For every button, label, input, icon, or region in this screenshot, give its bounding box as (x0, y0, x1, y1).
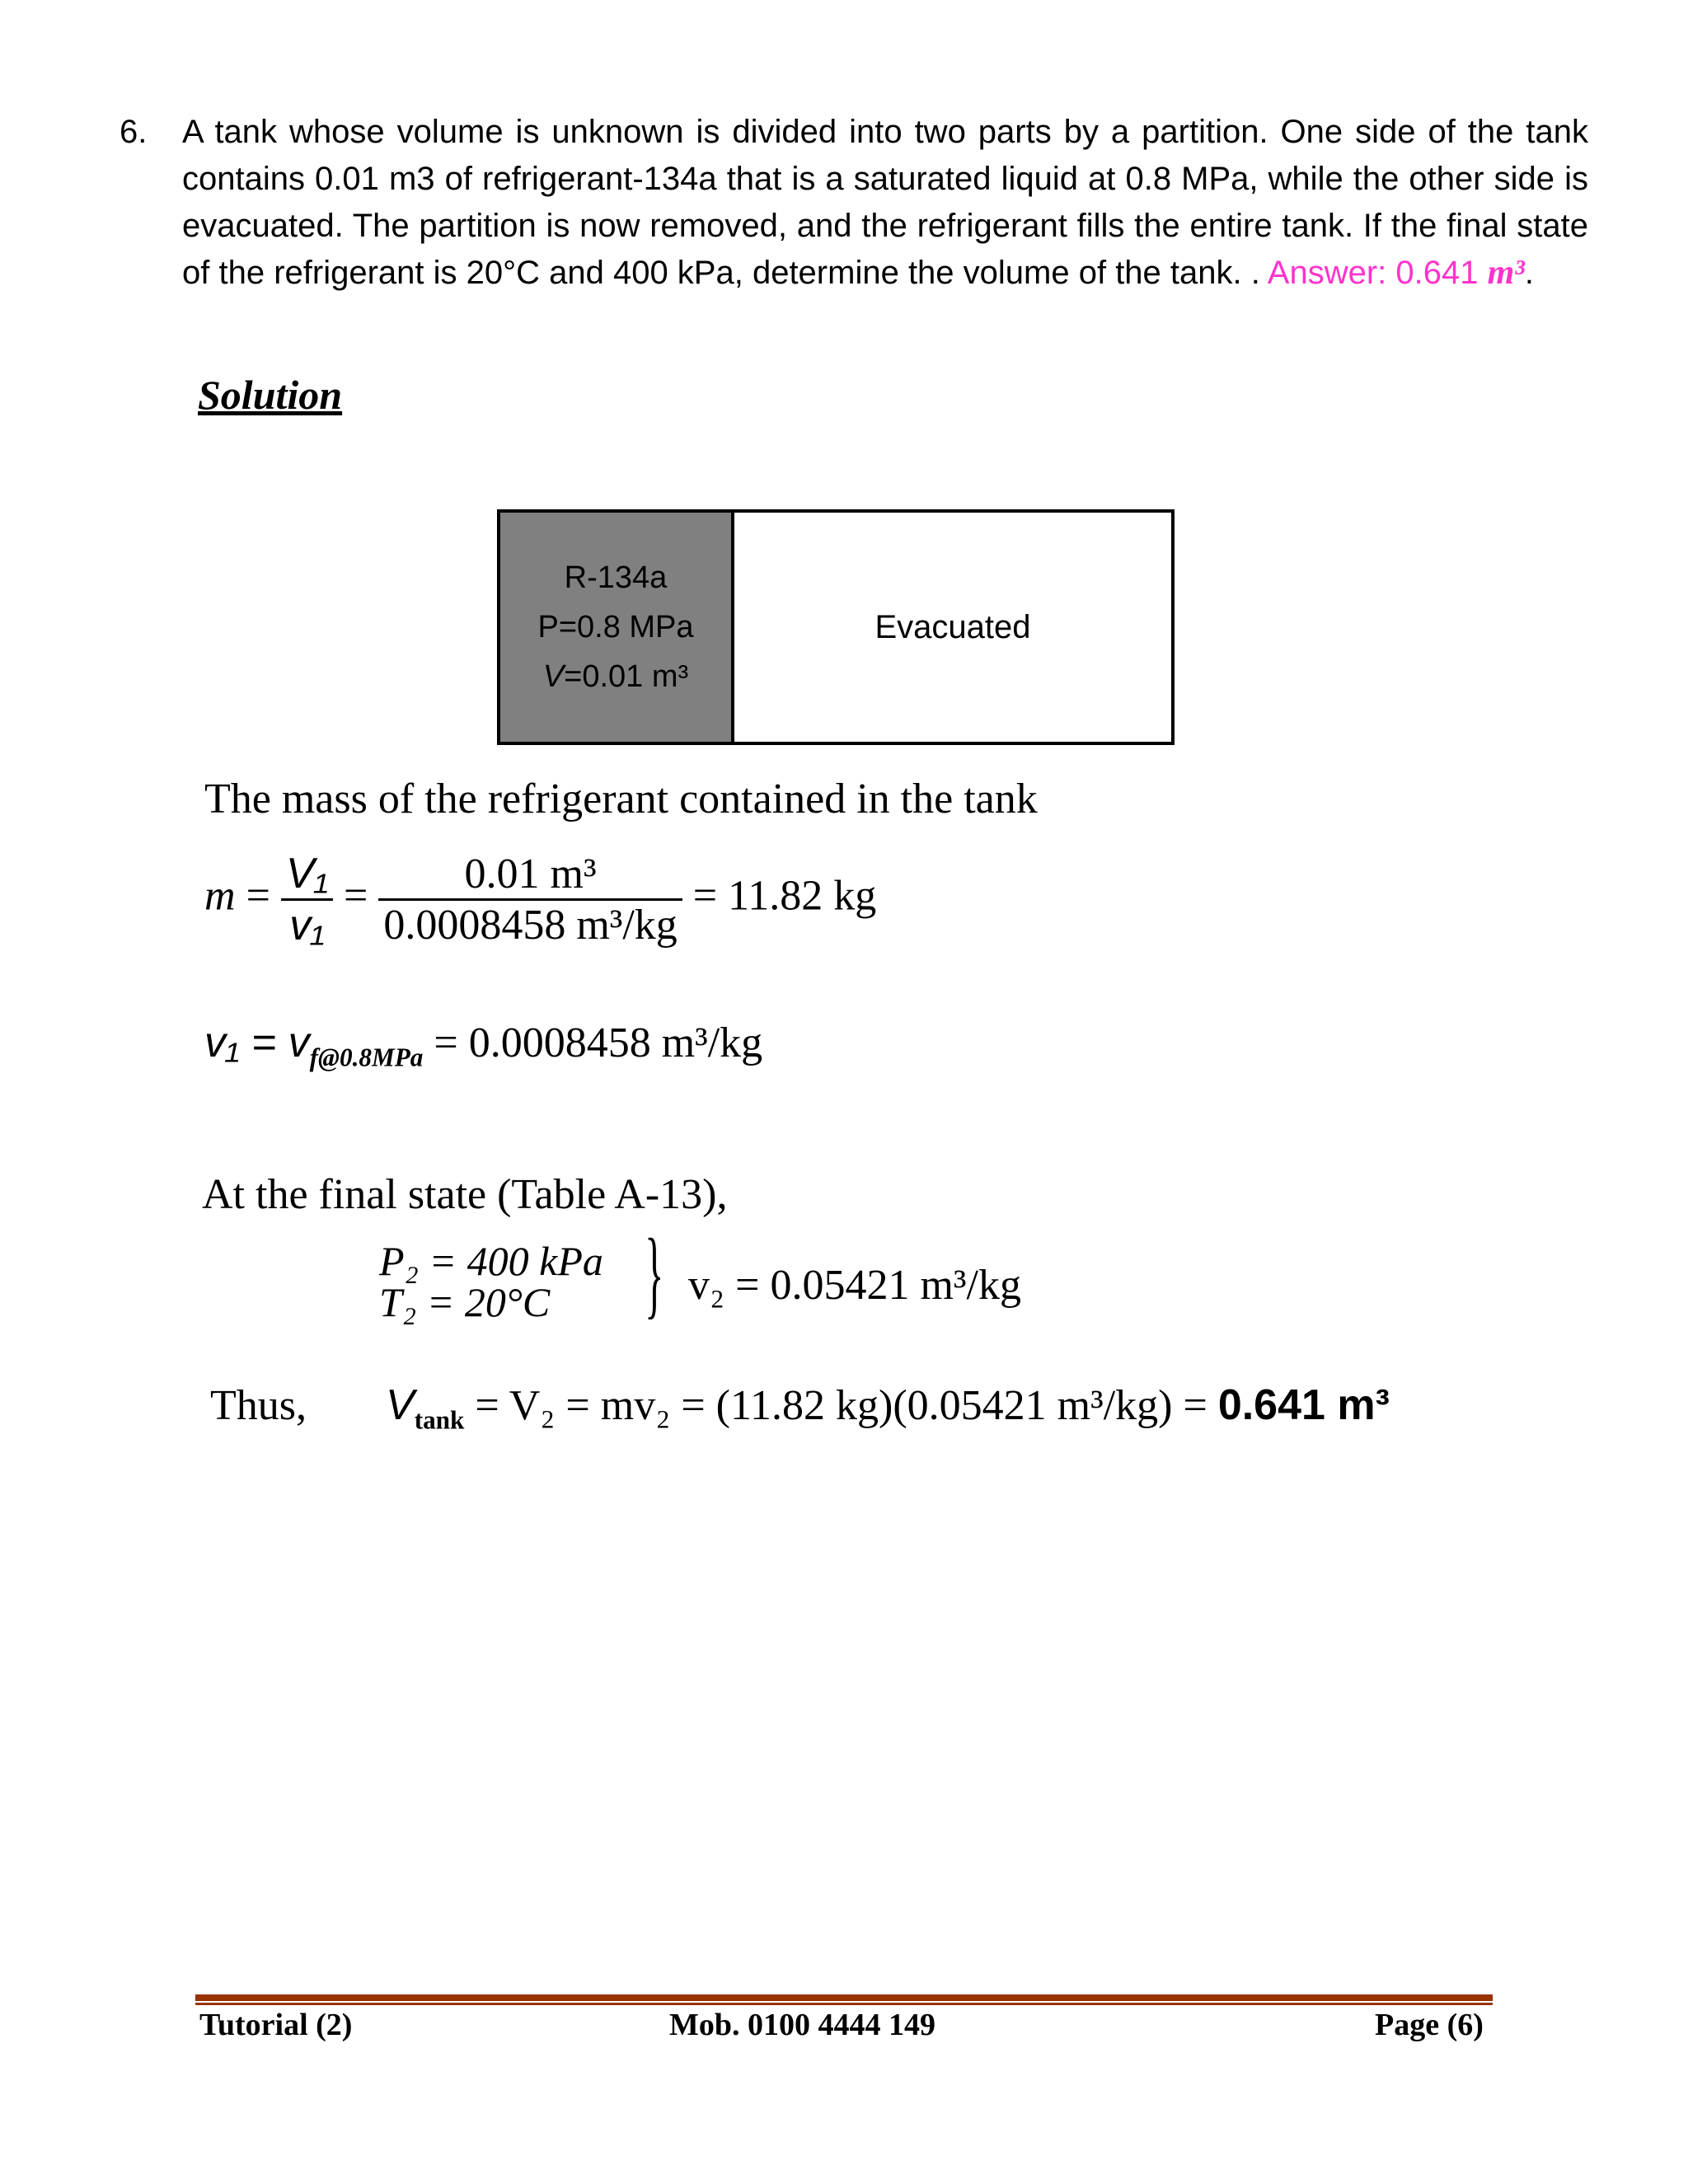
volume-label (543, 652, 688, 701)
final-state-conditions (379, 1240, 603, 1323)
problem-number: 6. (120, 114, 148, 150)
thus-label: Thus, (210, 1382, 307, 1429)
solution-heading: Solution (198, 372, 343, 418)
mass-intro: The mass of the refrigerant contained in the tank (204, 776, 1038, 823)
brace-glyph: } (645, 1218, 664, 1328)
refrigerant-compartment (500, 513, 734, 742)
evacuated-label: Evacuated (874, 608, 1031, 645)
volume-value: =0.01 m³ (564, 659, 689, 694)
thus-expression: = V₂ = mv₂ = (11.82 kg)(0.05421 m³/kg) = (475, 1382, 1207, 1429)
v1-equation (204, 1018, 762, 1072)
answer-unit: m³ (1487, 254, 1525, 292)
thus-equation (210, 1380, 1390, 1435)
fraction-numerator-v1: V₁ (281, 849, 333, 901)
t2-value: T₂ = 20°C (379, 1279, 551, 1325)
volume-over-specific-volume (281, 849, 333, 950)
p2-value: P₂ = 400 kPa (379, 1238, 603, 1284)
v2-equation: v₂ = 0.05421 m³/kg (688, 1262, 1021, 1309)
final-result: 0.641 m³ (1217, 1381, 1390, 1429)
footer-right: Page (6) (1375, 2008, 1484, 2042)
v1-rhs: = 0.0008458 m³/kg (434, 1019, 763, 1066)
answer-label: Answer: 0.641 (1267, 255, 1479, 291)
v1-lhs: v₁ = v (204, 1019, 310, 1066)
problem-statement (120, 109, 1588, 297)
volume-symbol: V (542, 659, 565, 694)
footer-left: Tutorial (2) (199, 2008, 353, 2042)
tank-diagram (497, 509, 1175, 745)
footer-divider (195, 1994, 1493, 2005)
mass-result: = 11.82 kg (692, 872, 877, 920)
final-state-intro: At the final state (Table A-13), (202, 1171, 728, 1218)
answer-end: . (1524, 255, 1534, 291)
pressure-label: P=0.8 MPa (537, 610, 694, 644)
numeric-denominator: 0.0008458 m³/kg (383, 902, 678, 949)
v1-subscript: f@0.8MPa (309, 1043, 424, 1072)
evacuated-compartment (734, 513, 1171, 742)
equals-sign-2: = (343, 872, 368, 920)
numeric-fraction (378, 850, 682, 949)
tank-subscript: tank (414, 1405, 465, 1435)
brace (631, 1218, 678, 1328)
numeric-numerator: 0.01 m³ (378, 850, 682, 901)
mass-symbol: m (204, 872, 236, 920)
fraction-denominator-v1: v₁ (289, 902, 325, 949)
footer-center: Mob. 0100 4444 149 (669, 2008, 935, 2042)
v-tank-symbol: V (386, 1381, 415, 1429)
equals-sign: = (246, 872, 270, 920)
problem-text: A tank whose volume is unknown is divided into two parts by a partition. One side of the tank contains 0.01 m3 of refrigerant-134a that is a saturated liquid at 0.8 MPa, while the other side is evacuated. The partition is now removed, and the refrigerant fills the entire tank. If the final state of the refrigerant is 20°C and 400 kPa, determine the volume of the tank. . (182, 114, 1588, 291)
refrigerant-name: R-134a (564, 560, 668, 595)
answer (1268, 255, 1534, 291)
mass-equation (204, 849, 876, 950)
